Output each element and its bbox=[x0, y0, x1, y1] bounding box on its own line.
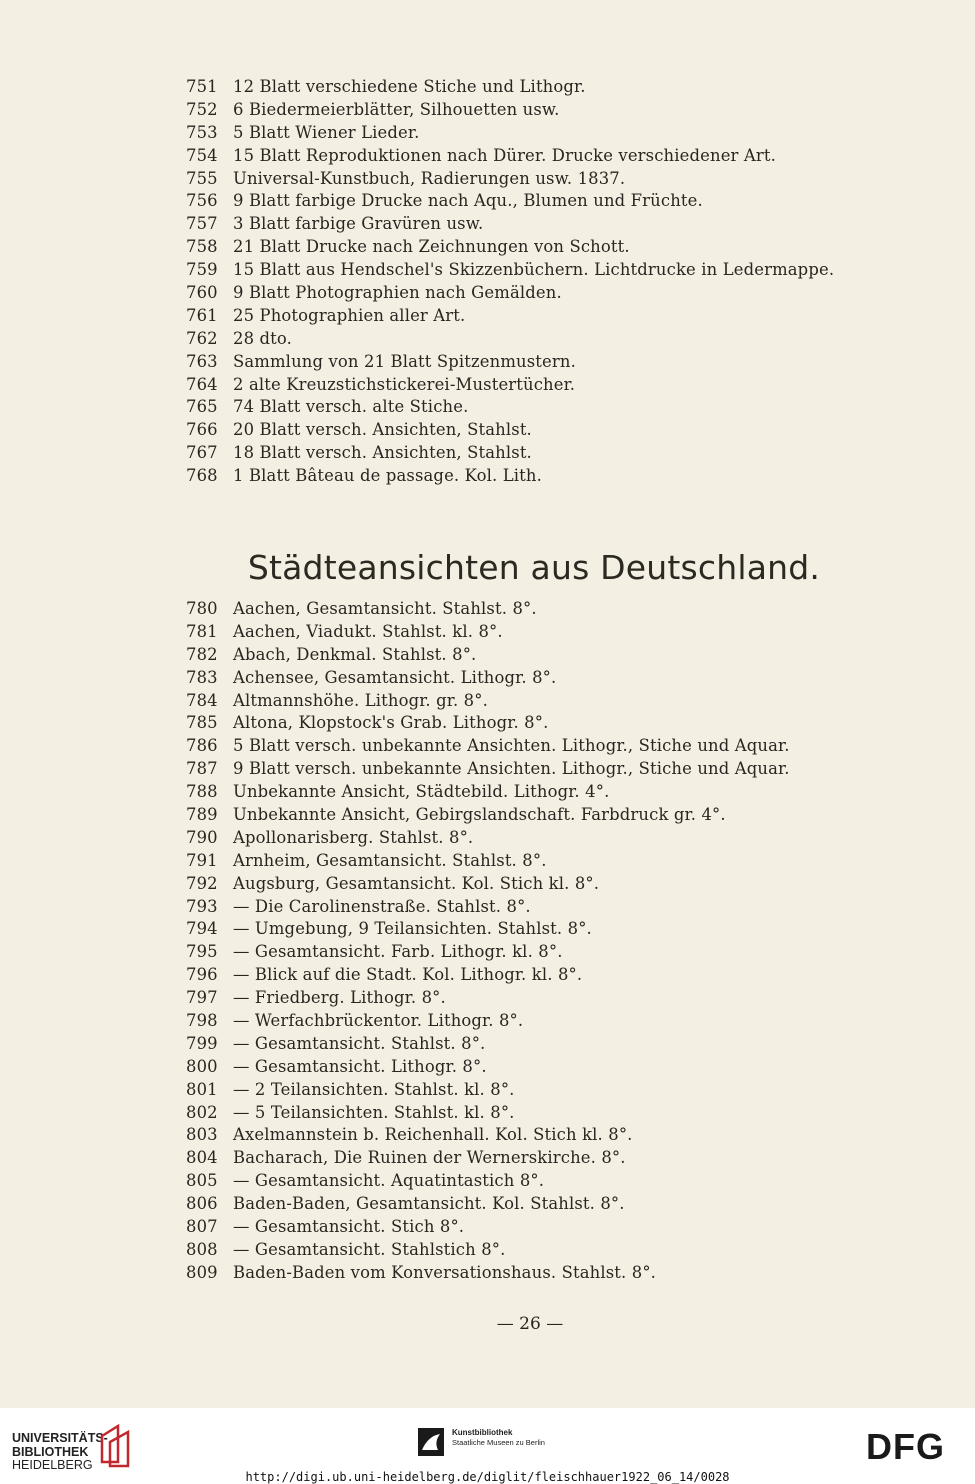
lot-number: 805 bbox=[186, 1171, 218, 1191]
lot-number: 799 bbox=[186, 1033, 218, 1053]
lot-description: — Werfachbrückentor. Lithogr. 8°. bbox=[233, 1011, 524, 1031]
lot-number: 789 bbox=[186, 805, 218, 825]
lot-number: 765 bbox=[186, 397, 218, 417]
lot-number: 786 bbox=[186, 736, 218, 756]
list-item bbox=[0, 328, 975, 351]
list-item bbox=[0, 1147, 975, 1170]
lot-description: Axelmannstein b. Reichenhall. Kol. Stich kl. 8°. bbox=[233, 1125, 633, 1145]
lot-number: 757 bbox=[186, 214, 218, 234]
lot-description: Baden-Baden vom Konversationshaus. Stahlst. 8°. bbox=[233, 1262, 657, 1282]
lot-number: 800 bbox=[186, 1056, 218, 1076]
lot-description: Achensee, Gesamtansicht. Lithogr. 8°. bbox=[233, 667, 557, 687]
list-item bbox=[0, 374, 975, 397]
lot-number: 768 bbox=[186, 466, 218, 486]
lot-description: Unbekannte Ansicht, Städtebild. Lithogr. 4°. bbox=[233, 782, 610, 802]
list-item bbox=[0, 236, 975, 259]
lot-number: 754 bbox=[186, 145, 218, 165]
list-item bbox=[0, 282, 975, 305]
lot-number: 808 bbox=[186, 1239, 218, 1259]
list-item bbox=[0, 351, 975, 374]
entry-list-misc bbox=[0, 76, 975, 488]
lot-number: 780 bbox=[186, 599, 218, 618]
lot-number: 758 bbox=[186, 237, 218, 257]
lot-description: Sammlung von 21 Blatt Spitzenmustern. bbox=[233, 351, 576, 371]
lot-description: 6 Biedermeierblätter, Silhouetten usw. bbox=[233, 99, 560, 119]
lot-description: 9 Blatt Photographien nach Gemälden. bbox=[233, 283, 562, 303]
lot-description: 12 Blatt verschiedene Stiche und Lithogr. bbox=[233, 77, 586, 96]
lot-description: — Gesamtansicht. Stich 8°. bbox=[233, 1217, 465, 1237]
lot-description: Unbekannte Ansicht, Gebirgslandschaft. Farbdruck gr. 4°. bbox=[233, 805, 726, 825]
entry-list-cities bbox=[0, 598, 975, 1285]
list-item bbox=[0, 99, 975, 122]
list-item bbox=[0, 1102, 975, 1125]
lot-number: 793 bbox=[186, 896, 218, 916]
list-item bbox=[0, 896, 975, 919]
list-item bbox=[0, 667, 975, 690]
lot-description: — 2 Teilansichten. Stahlst. kl. 8°. bbox=[233, 1079, 515, 1099]
lot-description: Aachen, Viadukt. Stahlst. kl. 8°. bbox=[233, 621, 503, 641]
lot-number: 764 bbox=[186, 374, 218, 394]
list-item bbox=[0, 918, 975, 941]
list-item bbox=[0, 419, 975, 442]
lot-description: Altmannshöhe. Lithogr. gr. 8°. bbox=[233, 690, 488, 710]
lot-description: 21 Blatt Drucke nach Zeichnungen von Schott. bbox=[233, 237, 630, 257]
lot-description: Aachen, Gesamtansicht. Stahlst. 8°. bbox=[233, 599, 537, 618]
lot-number: 798 bbox=[186, 1011, 218, 1031]
lot-number: 755 bbox=[186, 168, 218, 188]
lot-description: Bacharach, Die Ruinen der Wernerskirche. 8°. bbox=[233, 1148, 626, 1168]
lot-description: 25 Photographien aller Art. bbox=[233, 305, 466, 325]
ub-heidelberg-label[interactable] bbox=[12, 1432, 108, 1473]
kb-title: Kunstbibliothek bbox=[452, 1428, 513, 1437]
lot-description: Arnheim, Gesamtansicht. Stahlst. 8°. bbox=[233, 850, 547, 870]
lot-description: Augsburg, Gesamtansicht. Kol. Stich kl. 8°. bbox=[233, 873, 600, 893]
list-item bbox=[0, 781, 975, 804]
list-item bbox=[0, 827, 975, 850]
list-item bbox=[0, 712, 975, 735]
list-item bbox=[0, 213, 975, 236]
lot-description: Abach, Denkmal. Stahlst. 8°. bbox=[233, 644, 477, 664]
lot-description: — Gesamtansicht. Stahlstich 8°. bbox=[233, 1239, 506, 1259]
lot-number: 767 bbox=[186, 443, 218, 463]
list-item bbox=[0, 76, 975, 99]
lot-description: 1 Blatt Bâteau de passage. Kol. Lith. bbox=[233, 466, 542, 486]
lot-description: Universal-Kunstbuch, Radierungen usw. 1837. bbox=[233, 168, 626, 188]
lot-number: 784 bbox=[186, 690, 218, 710]
section-heading: Städteansichten aus Deutschland. bbox=[247, 548, 821, 587]
kunstbibliothek-logo-icon[interactable] bbox=[418, 1428, 444, 1456]
lot-description: — Gesamtansicht. Farb. Lithogr. kl. 8°. bbox=[233, 942, 563, 962]
lot-number: 762 bbox=[186, 328, 218, 348]
lot-description: Altona, Klopstock's Grab. Lithogr. 8°. bbox=[233, 713, 549, 733]
list-item bbox=[0, 941, 975, 964]
lot-number: 797 bbox=[186, 988, 218, 1008]
lot-number: 785 bbox=[186, 713, 218, 733]
lot-description: 18 Blatt versch. Ansichten, Stahlst. bbox=[233, 443, 532, 463]
lot-description: 28 dto. bbox=[233, 328, 292, 348]
list-item bbox=[0, 1056, 975, 1079]
list-item bbox=[0, 758, 975, 781]
lot-number: 759 bbox=[186, 260, 218, 280]
lot-number: 804 bbox=[186, 1148, 218, 1168]
list-item bbox=[0, 396, 975, 419]
list-item bbox=[0, 987, 975, 1010]
lot-number: 782 bbox=[186, 644, 218, 664]
page-number: — 26 — bbox=[496, 1314, 564, 1334]
list-item bbox=[0, 465, 975, 488]
list-item bbox=[0, 1216, 975, 1239]
lot-number: 752 bbox=[186, 99, 218, 119]
lot-number: 766 bbox=[186, 420, 218, 440]
lot-description: 2 alte Kreuzstichstickerei-Mustertücher. bbox=[233, 374, 576, 394]
list-item bbox=[0, 804, 975, 827]
lot-number: 791 bbox=[186, 850, 218, 870]
kunstbibliothek-label bbox=[452, 1428, 545, 1448]
ub-line-1: UNIVERSITÄTS- bbox=[12, 1431, 108, 1445]
lot-description: — 5 Teilansichten. Stahlst. kl. 8°. bbox=[233, 1102, 515, 1122]
list-item bbox=[0, 1193, 975, 1216]
lot-description: 15 Blatt Reproduktionen nach Dürer. Drucke verschiedener Art. bbox=[233, 145, 776, 165]
lot-description: — Friedberg. Lithogr. 8°. bbox=[233, 988, 446, 1008]
lot-description: 15 Blatt aus Hendschel's Skizzenbüchern. Lichtdrucke in Ledermappe. bbox=[233, 260, 835, 280]
list-item bbox=[0, 442, 975, 465]
lot-number: 760 bbox=[186, 283, 218, 303]
lot-description: — Gesamtansicht. Lithogr. 8°. bbox=[233, 1056, 487, 1076]
lot-number: 787 bbox=[186, 759, 218, 779]
lot-description: — Umgebung, 9 Teilansichten. Stahlst. 8°. bbox=[233, 919, 592, 939]
list-item bbox=[0, 1033, 975, 1056]
ub-heidelberg-logo-icon[interactable] bbox=[98, 1422, 134, 1468]
lot-description: — Blick auf die Stadt. Kol. Lithogr. kl. 8°. bbox=[233, 965, 583, 985]
lot-number: 807 bbox=[186, 1217, 218, 1237]
lot-number: 809 bbox=[186, 1262, 218, 1282]
lot-number: 751 bbox=[186, 77, 218, 96]
list-item bbox=[0, 964, 975, 987]
lot-number: 783 bbox=[186, 667, 218, 687]
lot-number: 806 bbox=[186, 1194, 218, 1214]
lot-number: 761 bbox=[186, 305, 218, 325]
lot-description: 5 Blatt versch. unbekannte Ansichten. Lithogr., Stiche und Aquar. bbox=[233, 736, 790, 756]
footer-bar bbox=[0, 1408, 975, 1484]
list-item bbox=[0, 1124, 975, 1147]
ub-line-2: BIBLIOTHEK bbox=[12, 1444, 89, 1459]
lot-description: Apollonarisberg. Stahlst. 8°. bbox=[233, 827, 474, 847]
list-item bbox=[0, 259, 975, 282]
lot-description: — Gesamtansicht. Stahlst. 8°. bbox=[233, 1033, 486, 1053]
list-item bbox=[0, 168, 975, 191]
list-item bbox=[0, 1239, 975, 1262]
lot-number: 801 bbox=[186, 1079, 218, 1099]
list-item bbox=[0, 850, 975, 873]
lot-description: 9 Blatt versch. unbekannte Ansichten. Lithogr., Stiche und Aquar. bbox=[233, 759, 790, 779]
lot-number: 763 bbox=[186, 351, 218, 371]
lot-description: Baden-Baden, Gesamtansicht. Kol. Stahlst. 8°. bbox=[233, 1194, 625, 1214]
list-item bbox=[0, 145, 975, 168]
lot-description: 3 Blatt farbige Gravüren usw. bbox=[233, 214, 484, 234]
lot-number: 753 bbox=[186, 122, 218, 142]
lot-description: — Gesamtansicht. Aquatintastich 8°. bbox=[233, 1171, 545, 1191]
lot-description: 74 Blatt versch. alte Stiche. bbox=[233, 397, 469, 417]
lot-number: 803 bbox=[186, 1125, 218, 1145]
lot-number: 756 bbox=[186, 191, 218, 211]
list-item bbox=[0, 644, 975, 667]
list-item bbox=[0, 1262, 975, 1285]
lot-description: 9 Blatt farbige Drucke nach Aqu., Blumen und Früchte. bbox=[233, 191, 703, 211]
lot-number: 788 bbox=[186, 782, 218, 802]
list-item bbox=[0, 1079, 975, 1102]
lot-number: 781 bbox=[186, 621, 218, 641]
lot-number: 795 bbox=[186, 942, 218, 962]
dfg-logo[interactable]: DFG bbox=[866, 1426, 945, 1467]
lot-description: — Die Carolinenstraße. Stahlst. 8°. bbox=[233, 896, 531, 916]
lot-description: 5 Blatt Wiener Lieder. bbox=[233, 122, 420, 142]
ub-line-3: HEIDELBERG bbox=[12, 1458, 93, 1472]
list-item bbox=[0, 1170, 975, 1193]
lot-number: 792 bbox=[186, 873, 218, 893]
lot-number: 790 bbox=[186, 827, 218, 847]
list-item bbox=[0, 873, 975, 896]
lot-description: 20 Blatt versch. Ansichten, Stahlst. bbox=[233, 420, 532, 440]
lot-number: 796 bbox=[186, 965, 218, 985]
list-item bbox=[0, 690, 975, 713]
permalink-url[interactable]: http://digi.ub.uni-heidelberg.de/diglit/fleischhauer1922_06_14/0028 bbox=[245, 1470, 730, 1484]
kb-subtitle: Staatliche Museen zu Berlin bbox=[452, 1438, 545, 1447]
list-item bbox=[0, 621, 975, 644]
lot-number: 802 bbox=[186, 1102, 218, 1122]
list-item bbox=[0, 1010, 975, 1033]
lot-number: 794 bbox=[186, 919, 218, 939]
list-item bbox=[0, 305, 975, 328]
list-item bbox=[0, 122, 975, 145]
list-item bbox=[0, 190, 975, 213]
list-item bbox=[0, 735, 975, 758]
list-item bbox=[0, 598, 975, 621]
